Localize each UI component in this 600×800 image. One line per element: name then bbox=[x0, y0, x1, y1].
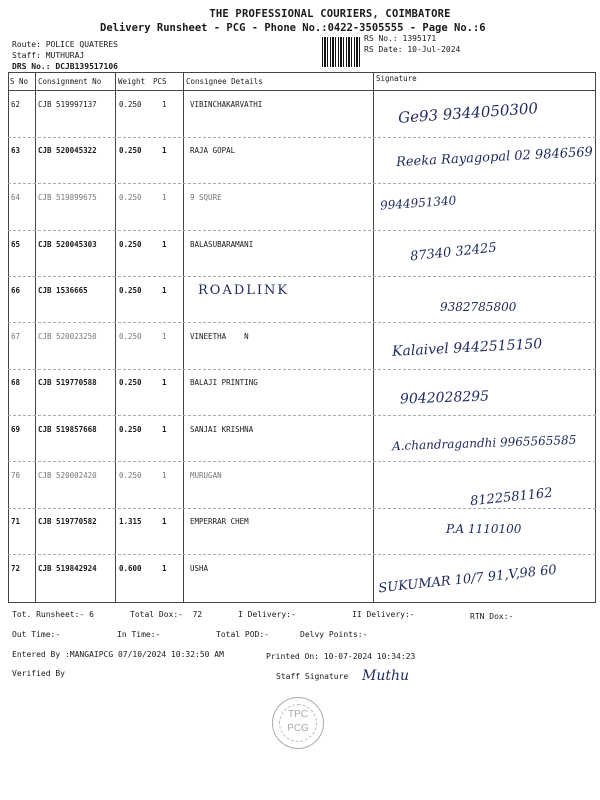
row-consignment-no: CJB 520045322 bbox=[38, 146, 97, 155]
row-sno: 69 bbox=[11, 425, 21, 434]
tot-runsheet: Tot. Runsheet:- 6 bbox=[12, 610, 94, 619]
row-consignee: RAJA GOPAL bbox=[190, 146, 236, 155]
row-sno: 67 bbox=[11, 332, 21, 341]
row-signature: 9944951340 bbox=[379, 193, 457, 213]
col-header-signature: Signature bbox=[376, 74, 417, 83]
row-pcs: 1 bbox=[162, 100, 167, 109]
in-time: In Time:- bbox=[117, 630, 161, 639]
row-pcs: 1 bbox=[162, 240, 167, 249]
out-time: Out Time:- bbox=[12, 630, 61, 639]
rtn-dox: RTN Dox:- bbox=[470, 612, 514, 621]
row-signature: A.chandragandhi 9965565585 bbox=[391, 432, 577, 454]
printed-on: Printed On: 10-07-2024 10:34:23 bbox=[266, 652, 416, 661]
total-pod: Total POD:- bbox=[216, 630, 269, 639]
row-consignment-no: CJB 519857668 bbox=[38, 425, 97, 434]
row-weight: 0.250 bbox=[119, 378, 142, 387]
row-consignee: BALASUBARAMANI bbox=[190, 240, 254, 249]
staff-label: Staff: MUTHURAJ bbox=[12, 51, 85, 60]
row-pcs: 1 bbox=[162, 517, 167, 526]
barcode-image bbox=[322, 37, 362, 67]
row-sno: 64 bbox=[11, 193, 21, 202]
row-signature: Kalaivel 9442515150 bbox=[391, 336, 543, 360]
row-consignee: 9 SQURE bbox=[190, 193, 222, 202]
col-header-consignment: Consignment No bbox=[38, 77, 102, 86]
row-consignment-no: CJB 520023250 bbox=[38, 332, 97, 341]
row-signature: P.A 1110100 bbox=[446, 522, 522, 536]
row-weight: 0.250 bbox=[119, 425, 142, 434]
row-sno: 62 bbox=[11, 100, 21, 109]
row-weight: 0.250 bbox=[119, 471, 142, 480]
col-header-weight: Weight bbox=[118, 77, 146, 86]
stamp-bottom-text: PCG bbox=[287, 723, 309, 734]
staff-signature-label: Staff Signature bbox=[276, 672, 349, 681]
row-signature: Ge93 9344050300 bbox=[397, 99, 539, 127]
col-header-pcs: PCS bbox=[153, 77, 167, 86]
i-delivery: I Delivery:- bbox=[238, 610, 296, 619]
row-consignment-no: CJB 519770582 bbox=[38, 517, 97, 526]
row-consignment-no: CJB 519842924 bbox=[38, 564, 97, 573]
verified-by: Verified By bbox=[12, 669, 65, 678]
office-stamp bbox=[272, 697, 324, 749]
row-pcs: 1 bbox=[162, 146, 167, 155]
row-pcs: 1 bbox=[162, 286, 167, 295]
row-sno: 72 bbox=[11, 564, 21, 573]
row-consignment-no: CJB 520045303 bbox=[38, 240, 97, 249]
row-weight: 0.250 bbox=[119, 146, 142, 155]
row-weight: 1.315 bbox=[119, 517, 142, 526]
ii-delivery: II Delivery:- bbox=[352, 610, 415, 619]
document-title: THE PROFESSIONAL COURIERS, COIMBATORE bbox=[209, 8, 451, 20]
stamp-top-text: TPC bbox=[288, 709, 308, 720]
delvy-points: Delvy Points:- bbox=[300, 630, 368, 639]
row-consignment-no: CJB 1536665 bbox=[38, 286, 88, 295]
row-weight: 0.250 bbox=[119, 286, 142, 295]
row-sno: 70 bbox=[11, 471, 21, 480]
row-signature: Reeka Rayagopal 02 9846569 bbox=[395, 144, 594, 171]
row-weight: 0.250 bbox=[119, 100, 142, 109]
row-signature: 8122581162 bbox=[469, 485, 554, 510]
row-weight: 0.250 bbox=[119, 193, 142, 202]
route-label: Route: POLICE QUATERES bbox=[12, 40, 118, 49]
row-weight: 0.250 bbox=[119, 240, 142, 249]
total-dox: Total Dox:- 72 bbox=[130, 610, 203, 619]
row-consignee: VIBINCHAKARVATHI bbox=[190, 100, 263, 109]
row-signature: 9382785800 bbox=[440, 300, 517, 314]
row-weight: 0.250 bbox=[119, 332, 142, 341]
row-pcs: 1 bbox=[162, 193, 167, 202]
row-consignee: USHA bbox=[190, 564, 209, 573]
row-consignee: SANJAI KRISHNA bbox=[190, 425, 254, 434]
row-pcs: 1 bbox=[162, 378, 167, 387]
row-signature: SUKUMAR 10/7 91,V,98 60 bbox=[377, 562, 558, 597]
rs-date: RS Date: 10-Jul-2024 bbox=[364, 45, 461, 54]
row-sno: 65 bbox=[11, 240, 21, 249]
row-consignee: EMPERRAR CHEM bbox=[190, 517, 249, 526]
row-consignment-no: CJB 519770588 bbox=[38, 378, 97, 387]
row-pcs: 1 bbox=[162, 471, 167, 480]
row-sno: 68 bbox=[11, 378, 21, 387]
row-signature: 9042028295 bbox=[399, 388, 490, 408]
row-pcs: 1 bbox=[162, 332, 167, 341]
row-pcs: 1 bbox=[162, 425, 167, 434]
row-consignee: BALAJI PRINTING bbox=[190, 378, 258, 387]
rs-number: RS No.: 1395171 bbox=[364, 34, 437, 43]
row-sno: 71 bbox=[11, 517, 21, 526]
row-pcs: 1 bbox=[162, 564, 167, 573]
staff-signature: Muthu bbox=[362, 668, 410, 684]
runsheet-header-line: Delivery Runsheet - PCG - Phone No.:0422-3505555 - Page No.:6 bbox=[100, 22, 486, 34]
row-sno: 63 bbox=[11, 146, 21, 155]
row-weight: 0.600 bbox=[119, 564, 142, 573]
row-consignment-no: CJB 519997137 bbox=[38, 100, 97, 109]
row-consignee: MURUGAN bbox=[190, 471, 222, 480]
row-consignment-no: CJB 520002420 bbox=[38, 471, 97, 480]
entered-by: Entered By :MANGAIPCG 07/10/2024 10:32:50 AM bbox=[12, 650, 224, 659]
row-consignee: ROADLINK bbox=[198, 283, 290, 298]
row-sno: 66 bbox=[11, 286, 21, 295]
col-header-consignee: Consignee Details bbox=[186, 77, 263, 86]
drs-number: DRS No.: DCJB139517106 bbox=[12, 62, 118, 71]
row-consignment-no: CJB 519899675 bbox=[38, 193, 97, 202]
row-consignee: VINEETHA N bbox=[190, 332, 249, 341]
col-header-sno: S No bbox=[10, 77, 29, 86]
row-signature: 87340 32425 bbox=[409, 240, 498, 265]
